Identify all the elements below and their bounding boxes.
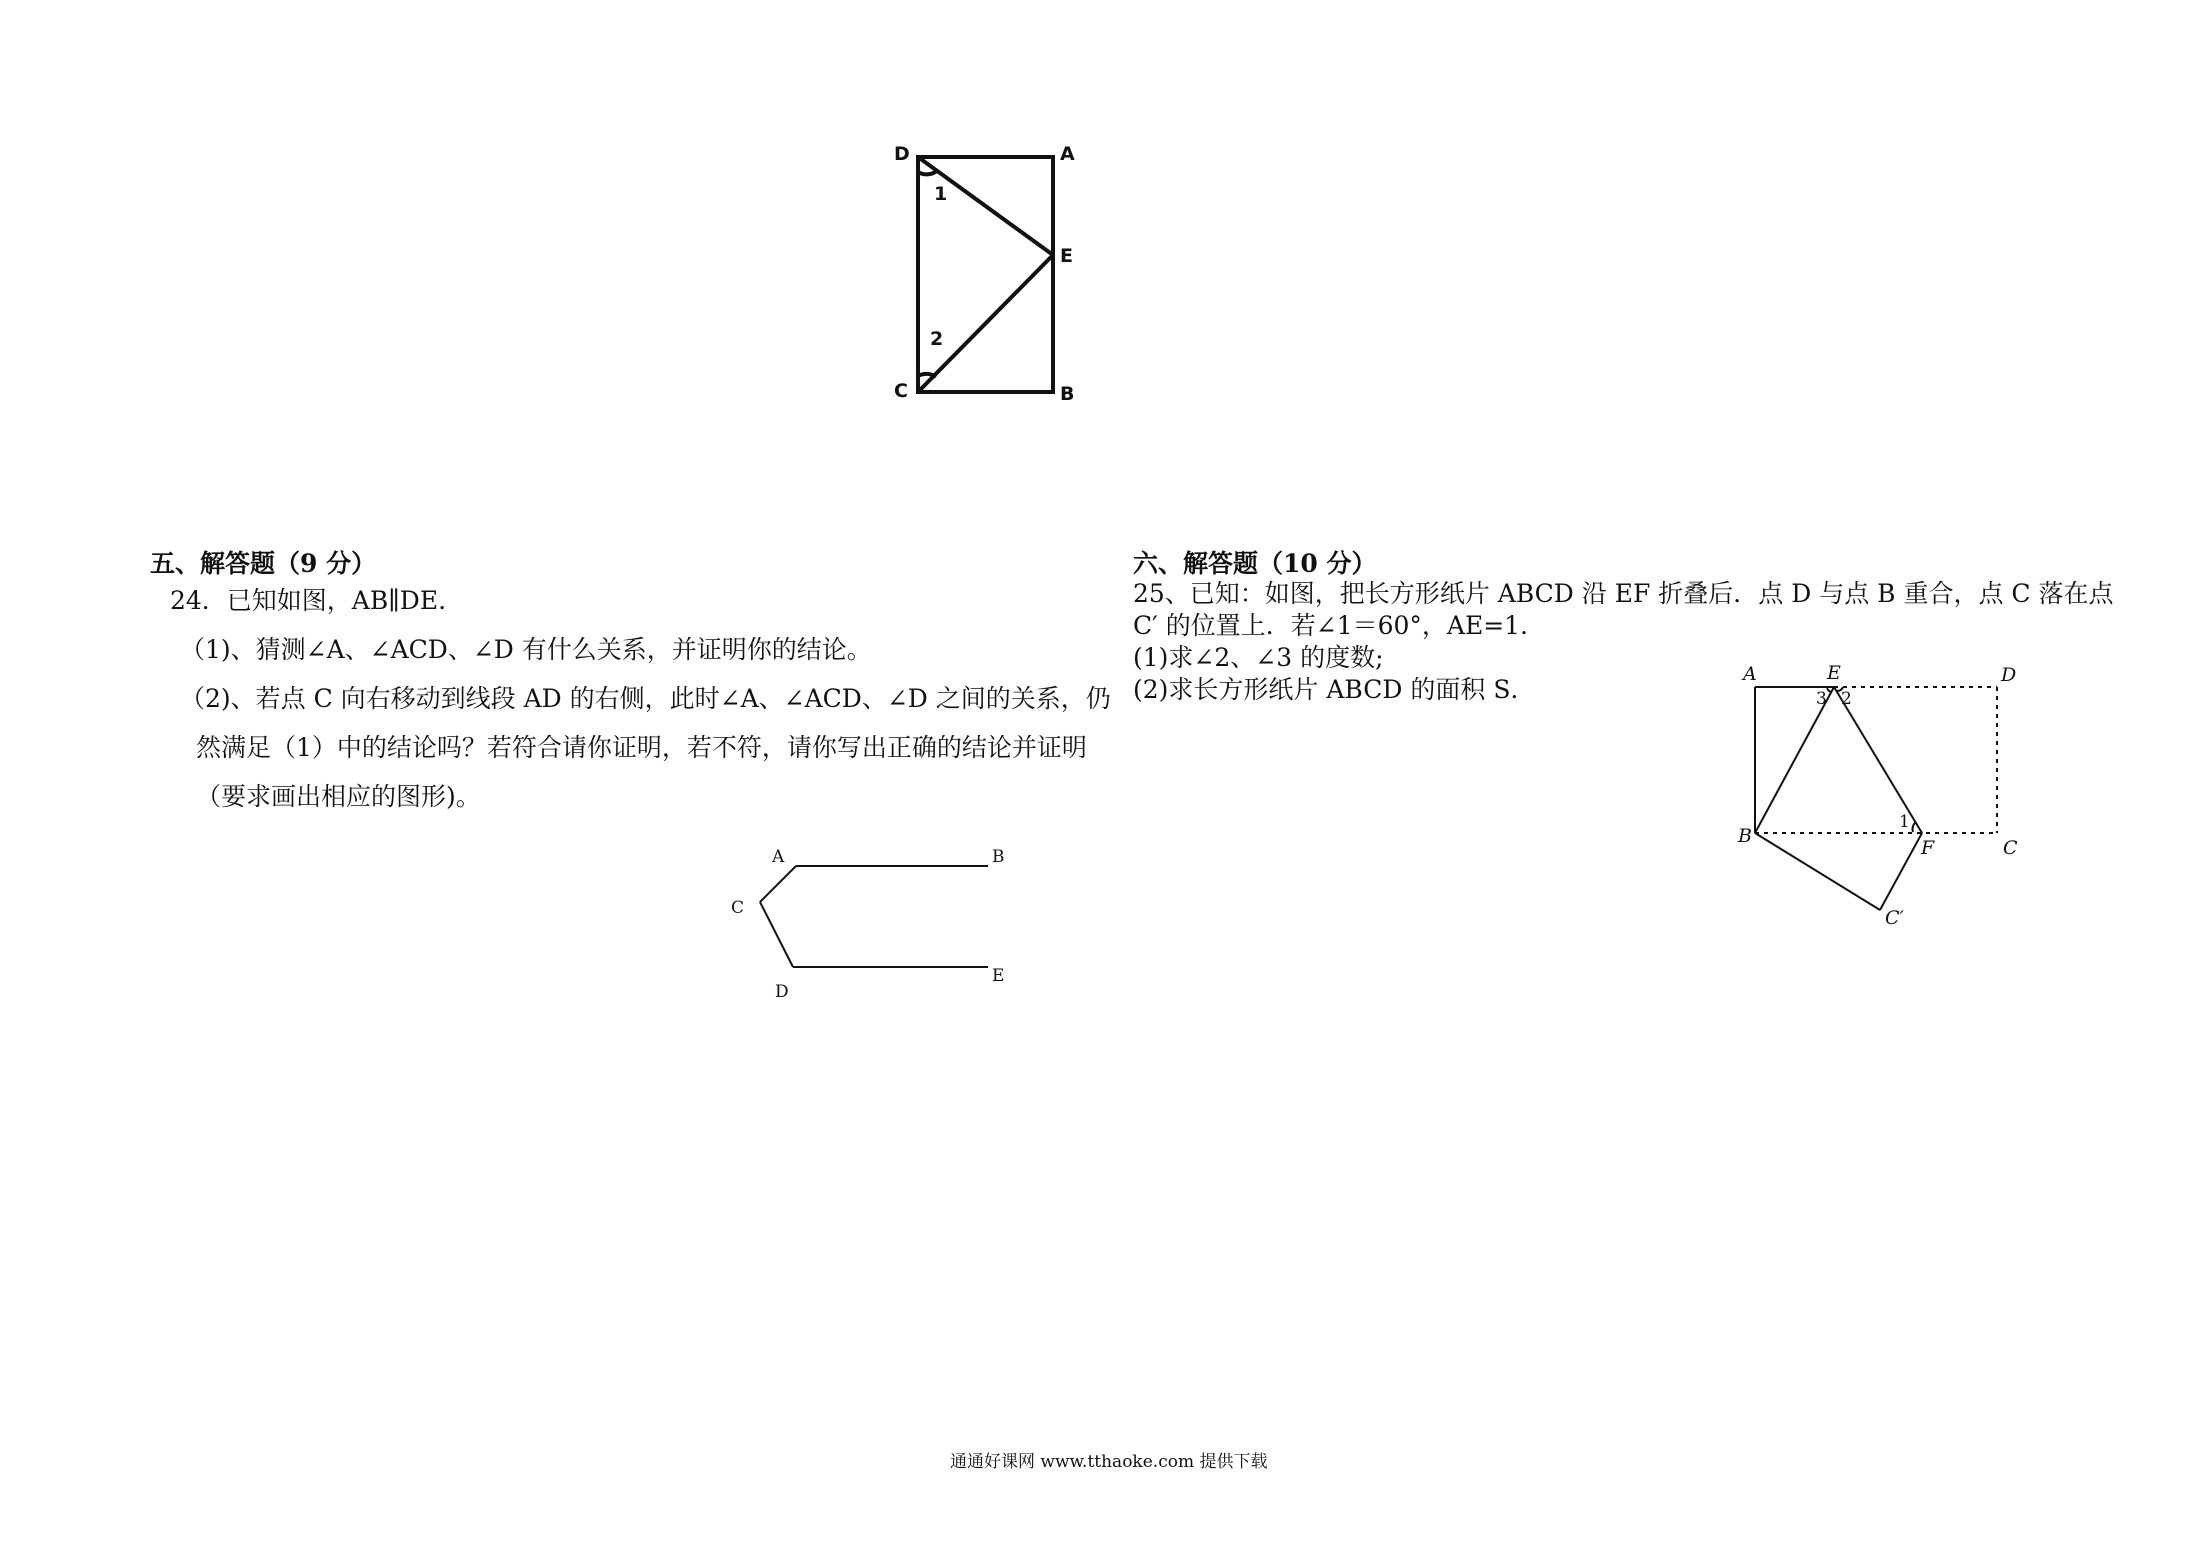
label-a: A <box>1743 663 1757 685</box>
q24-part2-line3: （要求画出相应的图形)。 <box>196 782 481 811</box>
segment-ce <box>918 255 1053 392</box>
q24-intro: 24．已知如图，AB∥DE. <box>170 586 447 615</box>
label-b: B <box>1738 825 1752 847</box>
label-d: D <box>2001 664 2017 686</box>
q25-line2: C′ 的位置上．若∠1＝60°，AE=1． <box>1133 611 1546 640</box>
label-d: D <box>894 143 910 165</box>
angle1-label: 1 <box>1899 812 1910 832</box>
label-c: C <box>894 380 908 402</box>
rectangle-figure-top <box>880 130 1100 420</box>
label-a: A <box>1060 143 1075 165</box>
angle1-arc <box>1913 822 1916 832</box>
label-b: B <box>1060 383 1075 405</box>
label-f: F <box>1921 837 1935 859</box>
q25-part1: (1)求∠2、∠3 的度数; <box>1133 643 1384 672</box>
label-c: C <box>731 898 745 918</box>
label-c-prime: C′ <box>1885 907 1904 929</box>
segment-ac <box>760 866 796 902</box>
angle-1-arc <box>918 170 938 174</box>
q24-part1: （1)、猜测∠A、∠ACD、∠D 有什么关系，并证明你的结论。 <box>180 635 872 664</box>
edge-fcprime <box>1880 833 1922 910</box>
angle-2-label: 2 <box>930 328 944 350</box>
q25-part2: (2)求长方形纸片 ABCD 的面积 S． <box>1133 675 1536 704</box>
label-e: E <box>992 966 1005 986</box>
footer-text: 通通好课网 www.tthaoke.com 提供下载 <box>950 1452 1268 1472</box>
label-b: B <box>992 847 1005 867</box>
angle3-label: 3 <box>1816 689 1827 709</box>
label-d: D <box>775 982 789 1002</box>
fold-figure-clean <box>1725 660 2045 940</box>
label-e: E <box>1060 245 1073 267</box>
segment-cd <box>760 902 793 967</box>
angle2-label: 2 <box>1841 689 1852 709</box>
q24-part2-line1: （2)、若点 C 向右移动到线段 AD 的右侧，此时∠A、∠ACD、∠D 之间的关系，仍 <box>180 684 1111 713</box>
q24-part2-line2: 然满足（1）中的结论吗？若符合请你证明，若不符，请你写出正确的结论并证明 <box>196 733 1087 762</box>
angle-1-label: 1 <box>934 183 948 205</box>
section6-heading: 六、解答题（10 分） <box>1133 549 1377 578</box>
parallel-lines-figure <box>720 835 1020 1005</box>
label-a: A <box>772 847 785 867</box>
label-c: C <box>2003 837 2018 859</box>
q25-line1: 25、已知：如图，把长方形纸片 ABCD 沿 EF 折叠后．点 D 与点 B 重合，点 C 落在点 <box>1133 579 2114 608</box>
label-e: E <box>1827 662 1841 684</box>
section5-heading: 五、解答题（9 分） <box>150 549 377 578</box>
edge-bcprime <box>1755 833 1880 910</box>
angle-2-arc <box>918 374 936 377</box>
